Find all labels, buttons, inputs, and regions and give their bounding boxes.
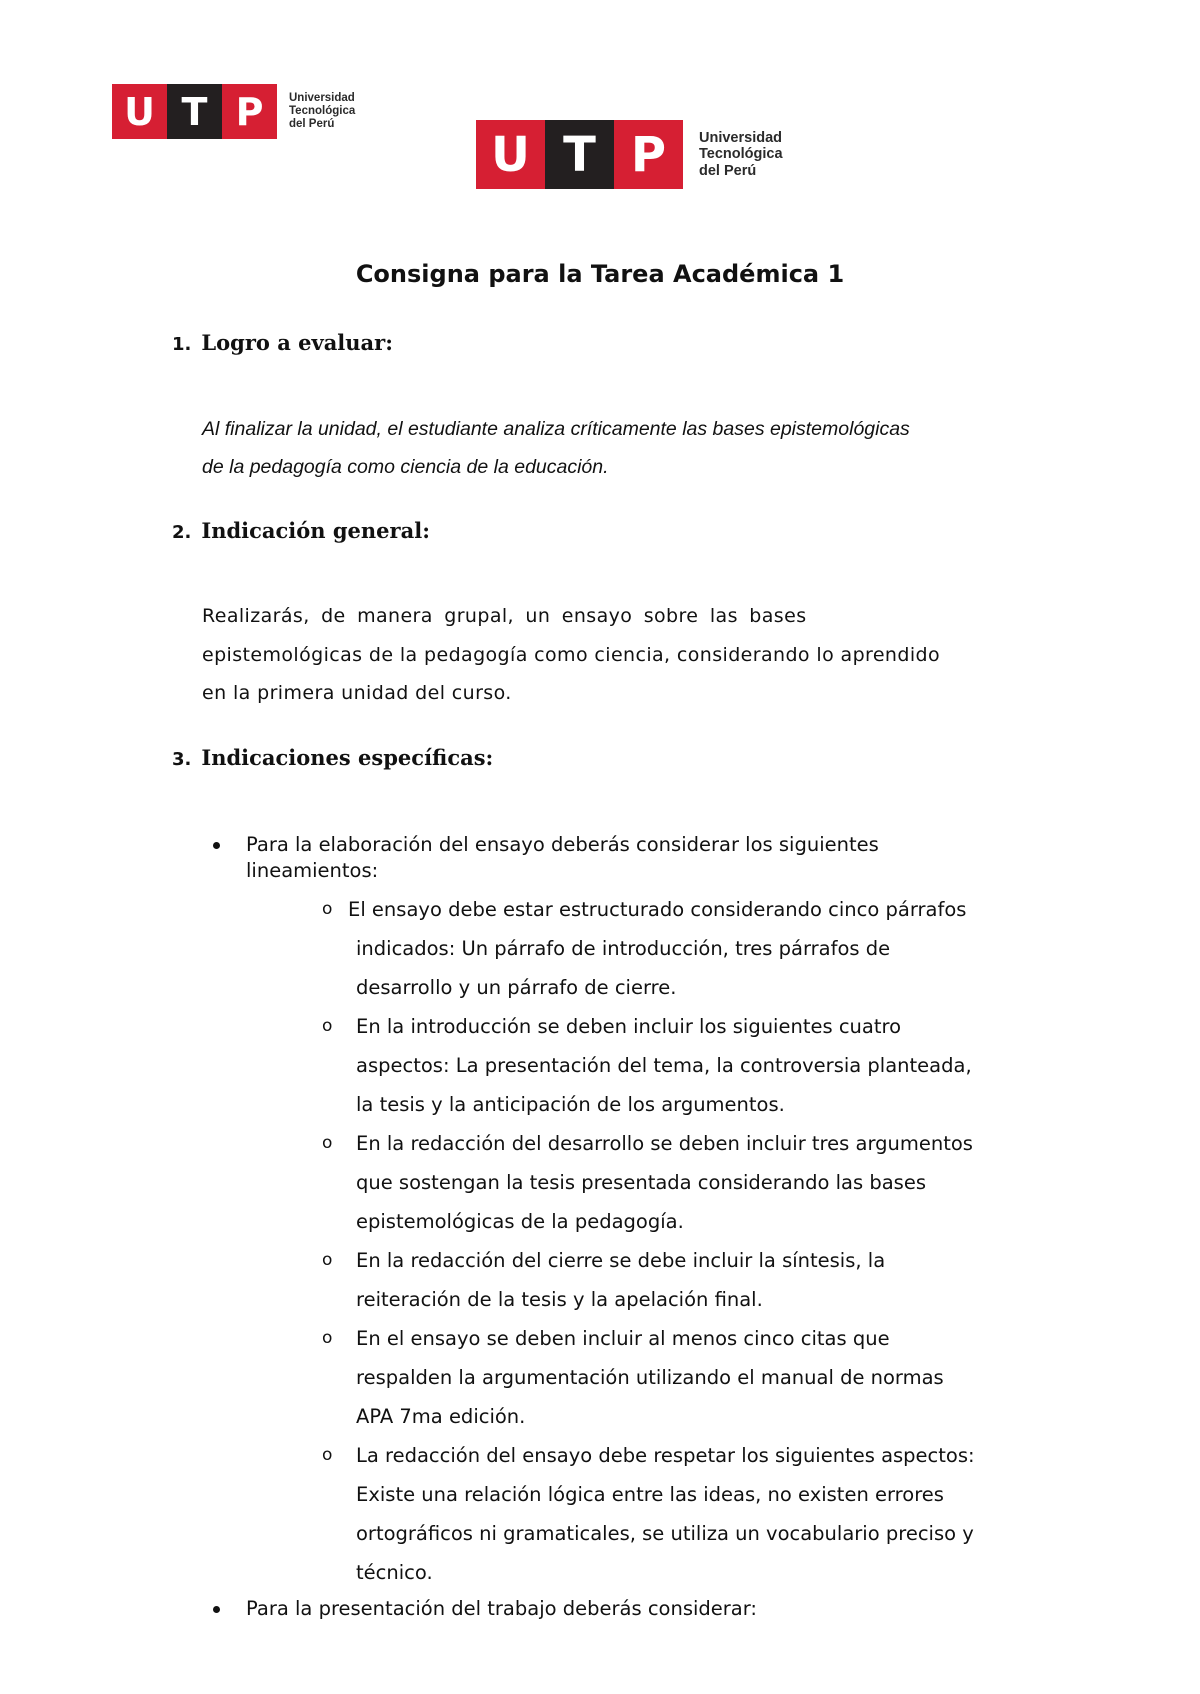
document-title: Consigna para la Tarea Académica 1 [355, 260, 845, 288]
sub-line: En la introducción se deben incluir los siguientes cuatro [356, 1015, 902, 1038]
paragraph-line: en la primera unidad del curso. [202, 682, 512, 704]
logo-wordmark [289, 92, 355, 131]
paragraph-line: Al finalizar la unidad, el estudiante analiza críticamente las bases epistemológicas [202, 418, 910, 440]
sub-list-item [246, 890, 1066, 1007]
section-title: Indicaciones específicas: [201, 745, 494, 770]
sub-line: En la redacción del desarrollo se deben incluir tres argumentos [356, 1132, 973, 1155]
logo-letter-p: P [614, 120, 683, 189]
logo-wordmark [699, 130, 783, 179]
logo-letter-t: T [167, 84, 222, 139]
logo-line-2: Tecnológica [699, 146, 783, 163]
logo-letter-u: U [476, 120, 545, 189]
sub-line: APA 7ma edición. [356, 1405, 526, 1428]
logo-line-1: Universidad [289, 92, 355, 105]
paragraph-line: epistemológicas de la pedagogía como ciencia, considerando lo aprendido [202, 643, 940, 666]
circle-bullet-icon: o [322, 1133, 333, 1153]
sub-line: desarrollo y un párrafo de cierre. [356, 976, 677, 999]
sub-line: técnico. [356, 1561, 433, 1584]
sub-line: indicados: Un párrafo de introducción, tres párrafos de [356, 937, 891, 960]
section-title: Logro a evaluar: [201, 330, 393, 355]
utp-logo-large [476, 120, 783, 189]
utp-logo-mark [476, 120, 683, 189]
sub-line: En el ensayo se deben incluir al menos cinco citas que [356, 1327, 890, 1350]
sub-line: reiteración de la tesis y la apelación final. [356, 1288, 763, 1311]
sub-line: que sostengan la tesis presentada considerando las bases [356, 1171, 926, 1194]
bullet-dot-icon [213, 1606, 220, 1613]
logo-line-1: Universidad [699, 130, 782, 147]
specific-indications-list [206, 832, 1066, 1622]
paragraph-line: Realizarás, de manera grupal, un ensayo sobre las bases [202, 605, 807, 627]
bullet-line: Para la elaboración del ensayo deberás considerar los siguientes [246, 833, 879, 856]
logo-letter-u: U [112, 84, 167, 139]
sub-line: respalden la argumentación utilizando el manual de normas [356, 1366, 944, 1389]
logo-line-3: del Perú [699, 162, 757, 179]
sub-list-item [246, 1319, 1066, 1436]
logro-paragraph [202, 410, 1062, 486]
circle-bullet-icon: o [322, 1016, 333, 1036]
paragraph-line: de la pedagogía como ciencia de la educación. [202, 456, 609, 478]
sub-line: La redacción del ensayo debe respetar los siguientes aspectos: [356, 1444, 975, 1467]
list-item [206, 1596, 1066, 1622]
logo-line-2: Tecnológica [289, 105, 356, 118]
section-heading-logro [172, 330, 393, 355]
logo-letter-t: T [545, 120, 614, 189]
utp-logo-small [112, 84, 355, 139]
sub-list-item [246, 1241, 1066, 1319]
section-heading-indicaciones-especificas [172, 745, 493, 770]
logo-line-3: del Perú [289, 117, 335, 130]
bullet-line: Para la presentación del trabajo deberás considerar: [246, 1597, 757, 1620]
section-title: Indicación general: [201, 518, 430, 543]
section-number: 1. [172, 334, 192, 355]
section-number: 3. [172, 749, 192, 770]
circle-bullet-icon: o [322, 1328, 333, 1348]
sub-line: En la redacción del cierre se debe incluir la síntesis, la [356, 1249, 886, 1272]
sub-line: la tesis y la anticipación de los argumentos. [356, 1093, 785, 1116]
sub-list-item [246, 1007, 1066, 1124]
bullet-dot-icon [213, 842, 220, 849]
circle-bullet-icon: o [322, 1250, 333, 1270]
sub-line: aspectos: La presentación del tema, la controversia planteada, [356, 1054, 972, 1077]
sub-list-item [246, 1436, 1066, 1592]
section-heading-indicacion-general [172, 518, 430, 543]
circle-bullet-icon: o [322, 1445, 333, 1465]
logo-letter-p: P [222, 84, 277, 139]
general-paragraph [202, 597, 1062, 713]
sub-list [246, 890, 1066, 1592]
sub-line: ortográficos ni gramaticales, se utiliza un vocabulario preciso y [356, 1522, 974, 1545]
sub-list-item [246, 1124, 1066, 1241]
circle-bullet-icon: o [322, 899, 333, 919]
sub-line: Existe una relación lógica entre las ideas, no existen errores [356, 1483, 944, 1506]
bullet-line: lineamientos: [246, 859, 379, 882]
section-number: 2. [172, 522, 192, 543]
utp-logo-mark [112, 84, 277, 139]
sub-line: El ensayo debe estar estructurado considerando cinco párrafos [348, 898, 967, 921]
list-item [206, 832, 1066, 1592]
sub-line: epistemológicas de la pedagogía. [356, 1210, 684, 1233]
